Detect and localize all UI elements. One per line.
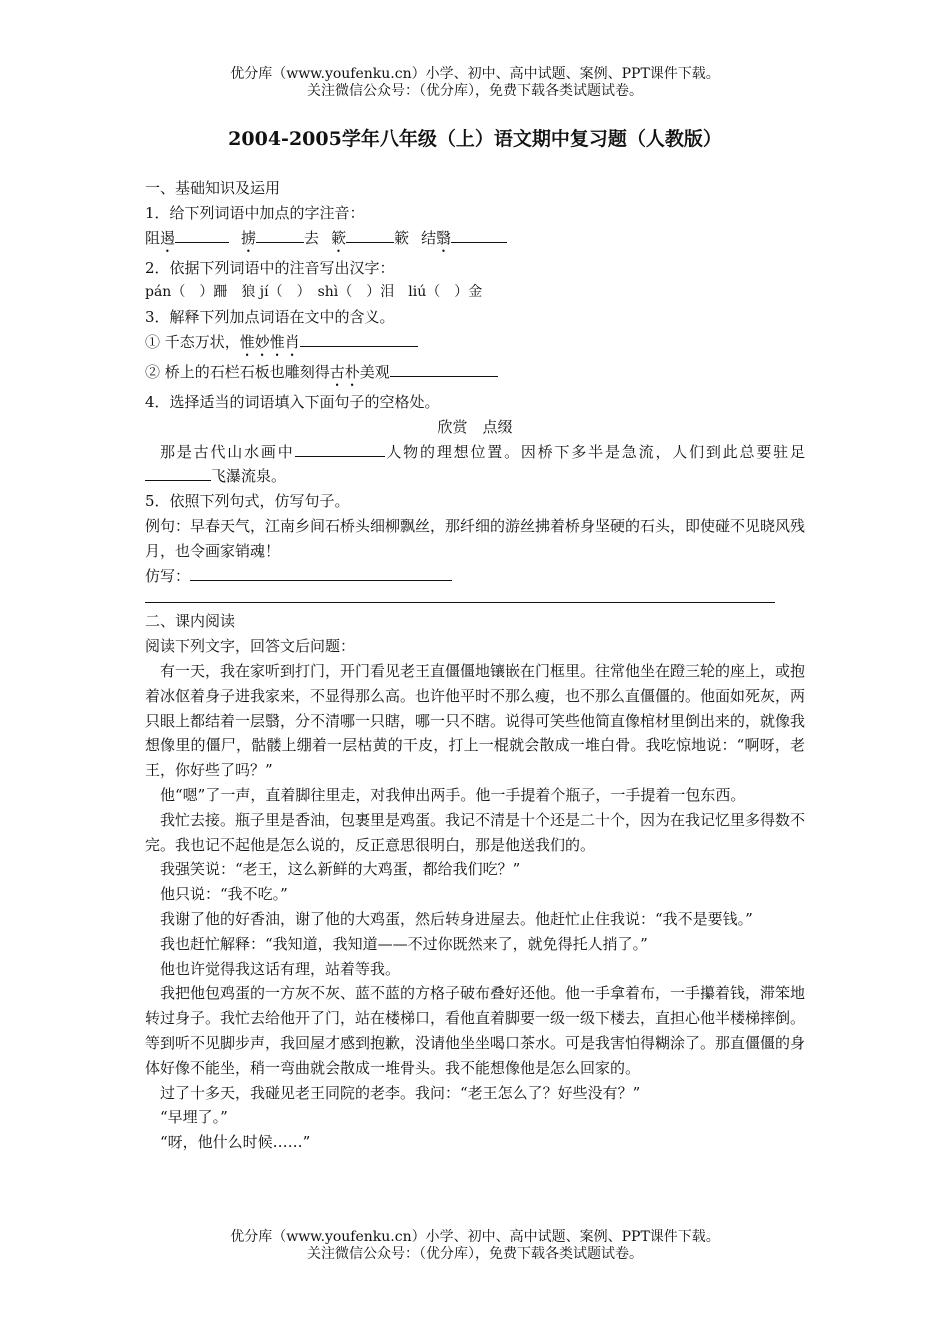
- section1-heading: 一、基础知识及运用: [145, 179, 281, 197]
- answer-blank[interactable]: [190, 564, 452, 581]
- answer-blank[interactable]: [346, 226, 394, 243]
- answer-line[interactable]: [145, 588, 775, 603]
- reading-paragraph: 我忙去接。瓶子里是香油，包裹里是鸡蛋。我记不清是十个还是二十个，因为在我记忆里多得数不完。我也记不起他是怎么说的，反正意思很明白，那是他送我们的。: [145, 810, 806, 854]
- reading-intro: 阅读下列文字，回答文后问题：: [145, 637, 356, 656]
- dotted-char: 翳: [436, 228, 452, 247]
- answer-blank[interactable]: [451, 226, 507, 243]
- q3-item-2: ② 桥上的石栏石板也雕刻得古朴美观: [145, 360, 805, 390]
- reading-paragraph: 我谢了他的好香油，谢了他的大鸡蛋，然后转身进屋去。他赶忙止住我说：“我不是要钱。”: [160, 909, 753, 928]
- dotted-char: 簌: [331, 228, 347, 247]
- q4-sentence: 那是古代山水画中 人物的理想位置。因桥下多半是急流，人们到此总要驻足飞瀑流泉。: [145, 440, 805, 490]
- dotted-char: 遏: [160, 228, 176, 247]
- footer-line-1: 优分库（www.youfenku.cn）小学、初中、高中试题、案例、PPT课件下载。: [230, 1229, 720, 1245]
- reading-paragraph: 他只说：“我不吃。”: [160, 885, 288, 904]
- dotted-char: 掳: [241, 228, 257, 247]
- q3-item-1: ① 千态万状，惟妙惟肖: [145, 330, 805, 360]
- footer-line-2: 关注微信公众号：（优分库），免费下载各类试题试卷。: [307, 1246, 643, 1262]
- reading-paragraph: 我也赶忙解释：“我知道，我知道——不过你既然来了，就免得托人捎了。”: [160, 934, 648, 953]
- dotted-phrase: 惟妙惟肖: [239, 332, 300, 351]
- q3-prompt: 3．解释下列加点词语在文中的含义。: [145, 308, 395, 327]
- q1-prompt: 1．给下列词语中加点的字注音：: [145, 203, 365, 222]
- reading-paragraph: “早埋了。”: [160, 1108, 228, 1127]
- answer-blank[interactable]: [300, 330, 418, 347]
- reading-paragraph: 有一天，我在家听到打门，开门看见老王直僵僵地镶嵌在门框里。往常他坐在蹬三轮的座上，或抱着冰伛着身子进我家来，不显得那么高。也许他平时不那么瘦，也不那么直僵僵的。他面如死灰，两只眼上都结着一层翳，分不清哪一只瞎，哪一只不瞎。说得可笑些他简直像棺材里倒出来的，就像我想像里的僵尸，骷髅上绷着一层枯黄的干皮，打上一棍就会散成一堆白骨。我吃惊地说：“啊呀，老王，你好些了吗？”: [145, 661, 806, 780]
- header-line-1: 优分库（www.youfenku.cn）小学、初中、高中试题、案例、PPT课件下载。: [230, 66, 720, 82]
- reading-paragraph: 他也许觉得我这话有理，站着等我。: [160, 959, 401, 978]
- reading-paragraph: 他“嗯”了一声，直着脚往里走，对我伸出两手。他一手提着个瓶子，一手提着一包东西。: [160, 785, 746, 804]
- header-line-2: 关注微信公众号：（优分库），免费下载各类试题试卷。: [307, 83, 643, 99]
- reading-paragraph: 过了十多天，我碰见老王同院的老李。我问：“老王怎么了？好些没有？”: [160, 1083, 641, 1102]
- reading-paragraph: 我强笑说：“老王，这么新鲜的大鸡蛋，都给我们吃？”: [160, 860, 521, 879]
- q5-prompt: 5．依照下列句式，仿写句子。: [145, 492, 350, 511]
- q1-words: 阻遏 掳 去 簌 簌 结翳: [145, 226, 805, 256]
- reading-paragraph: 我把他包鸡蛋的一方灰不灰、蓝不蓝的方格子破布叠好还他。他一手拿着布，一手攥着钱，滞笨地转过身子。我忙去给他开了门，站在楼梯口，看他直着脚要一级一级下楼去，直担心他半楼梯摔倒。等到听不见脚步声，我回屋才感到抱歉，没请他坐坐喝口茶水。可是我害怕得糊涂了。那直僵僵的身体好像不能坐，稍一弯曲就会散成一堆骨头。我不能想像他是怎么回家的。: [145, 984, 806, 1077]
- dotted-phrase: 古朴: [329, 362, 360, 381]
- reading-paragraph: “呀，他什么时候……”: [160, 1133, 311, 1152]
- section2-heading: 二、课内阅读: [145, 612, 236, 631]
- answer-blank[interactable]: [175, 226, 229, 243]
- answer-blank[interactable]: [256, 226, 304, 243]
- q2-pinyin-line: pán（ ）跚 狼 jí（ ） shì（ ）泪 liú（ ）金: [145, 284, 483, 301]
- q2-prompt: 2．依据下列词语中的注音写出汉字：: [145, 258, 395, 277]
- q5-imitate: 仿写：: [145, 564, 805, 589]
- q5-example: 例句：早春天气，江南乡间石桥头细柳飘丝，那纤细的游丝拂着桥身坚硬的石头，即使碰不见晓风残月，也令画家销魂！: [145, 516, 806, 560]
- answer-blank[interactable]: [145, 464, 211, 481]
- page-footer: [0, 1229, 950, 1263]
- answer-blank[interactable]: [390, 360, 498, 377]
- page-header: [0, 66, 950, 100]
- q4-options: 欣赏 点缀: [437, 417, 513, 436]
- page-title: 2004-2005学年八年级（上）语文期中复习题（人教版）: [228, 128, 722, 150]
- q4-prompt: 4．选择适当的词语填入下面句子的空格处。: [145, 392, 440, 411]
- answer-blank[interactable]: [295, 440, 385, 457]
- document-body: [145, 176, 805, 1155]
